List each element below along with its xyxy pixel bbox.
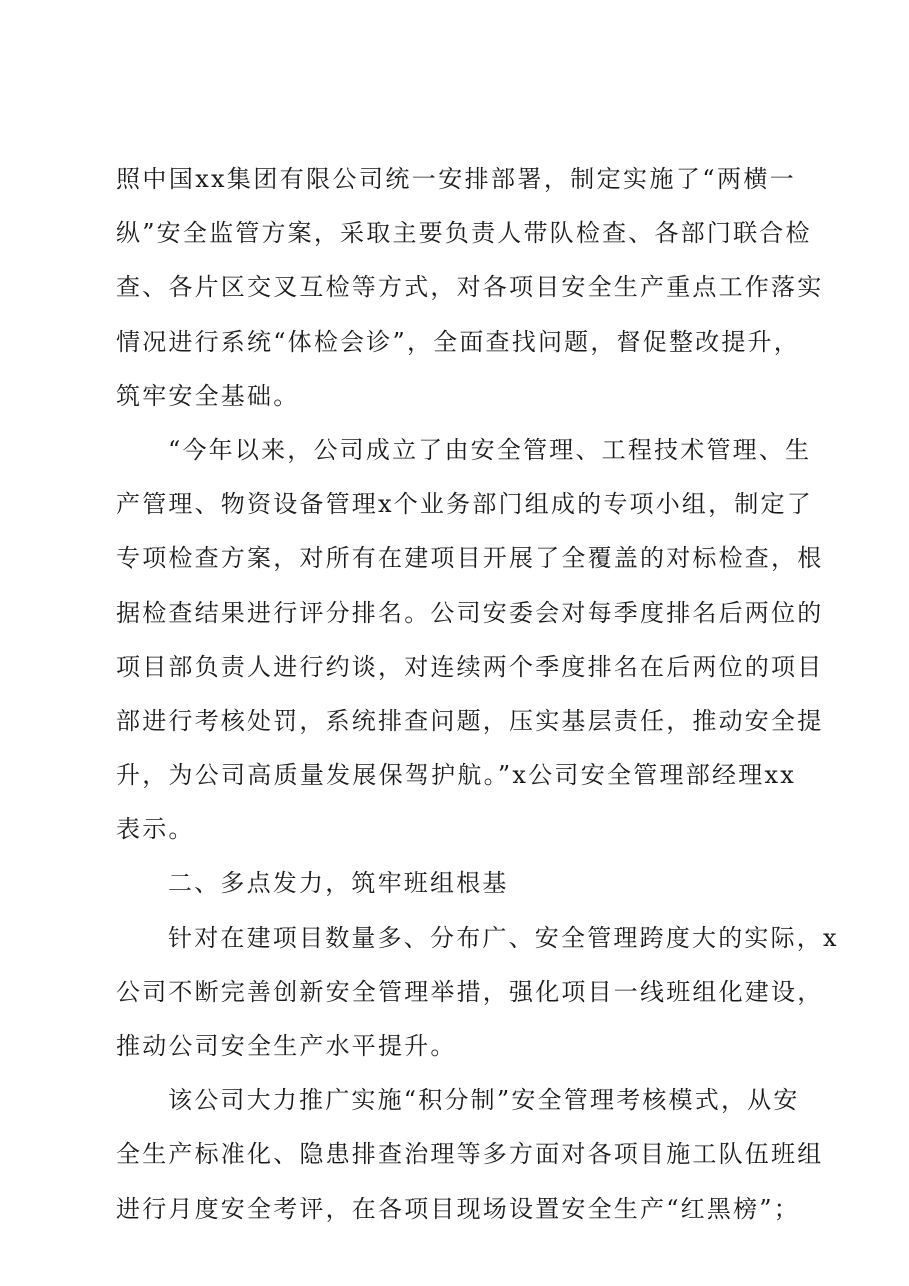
text-line: 筑牢安全基础。	[116, 381, 300, 410]
text-line: 公司不断完善创新安全管理举措，强化项目一线班组化建设，	[116, 977, 824, 1006]
text-line: 推动公司安全生产水平提升。	[116, 1032, 457, 1060]
text-line: 专项检查方案，对所有在建项目开展了全覆盖的对标检查，根	[116, 544, 824, 573]
text-line: 升，为公司高质量发展保驾护航。”x公司安全管理部经理xx	[116, 761, 796, 790]
text-line: 照中国xx集团有限公司统一安排部署，制定实施了“两横一	[116, 165, 796, 193]
paragraph	[116, 911, 839, 1074]
text-line: 项目部负责人进行约谈，对连续两个季度排名在后两位的项目	[116, 652, 824, 681]
text-line: 纵”安全监管方案，采取主要负责人带队检查、各部门联合检	[116, 219, 812, 248]
text-line: 产管理、物资设备管理x个业务部门组成的专项小组，制定了	[116, 490, 813, 519]
text-line: 据检查结果进行评分排名。公司安委会对每季度排名后两位的	[116, 598, 824, 627]
text-line: “今年以来，公司成立了由安全管理、工程技术管理、生	[168, 435, 812, 464]
text-line: 情况进行系统“体检会诊”，全面查找问题，督促整改提升，	[116, 327, 800, 356]
text-line: 全生产标准化、隐患排查治理等多方面对各项目施工队伍班组	[116, 1140, 824, 1169]
text-line: 表示。	[116, 815, 195, 844]
paragraph-quote	[116, 423, 824, 857]
text-line: 针对在建项目数量多、分布广、安全管理跨度大的实际，x	[168, 923, 839, 952]
paragraph-continued	[116, 152, 824, 423]
section-heading	[116, 856, 796, 910]
text-line: 进行月度安全考评，在各项目现场设置安全生产“红黑榜”；	[116, 1194, 800, 1223]
heading-line: 二、多点发力，筑牢班组根基	[168, 869, 509, 898]
document-body	[116, 152, 839, 1236]
text-line: 该公司大力推广实施“积分制”安全管理考核模式，从安	[168, 1086, 800, 1115]
paragraph	[116, 1073, 824, 1236]
text-line: 查、各片区交叉互检等方式，对各项目安全生产重点工作落实	[116, 273, 824, 302]
text-line: 部进行考核处罚，系统排查问题，压实基层责任，推动安全提	[116, 706, 824, 735]
